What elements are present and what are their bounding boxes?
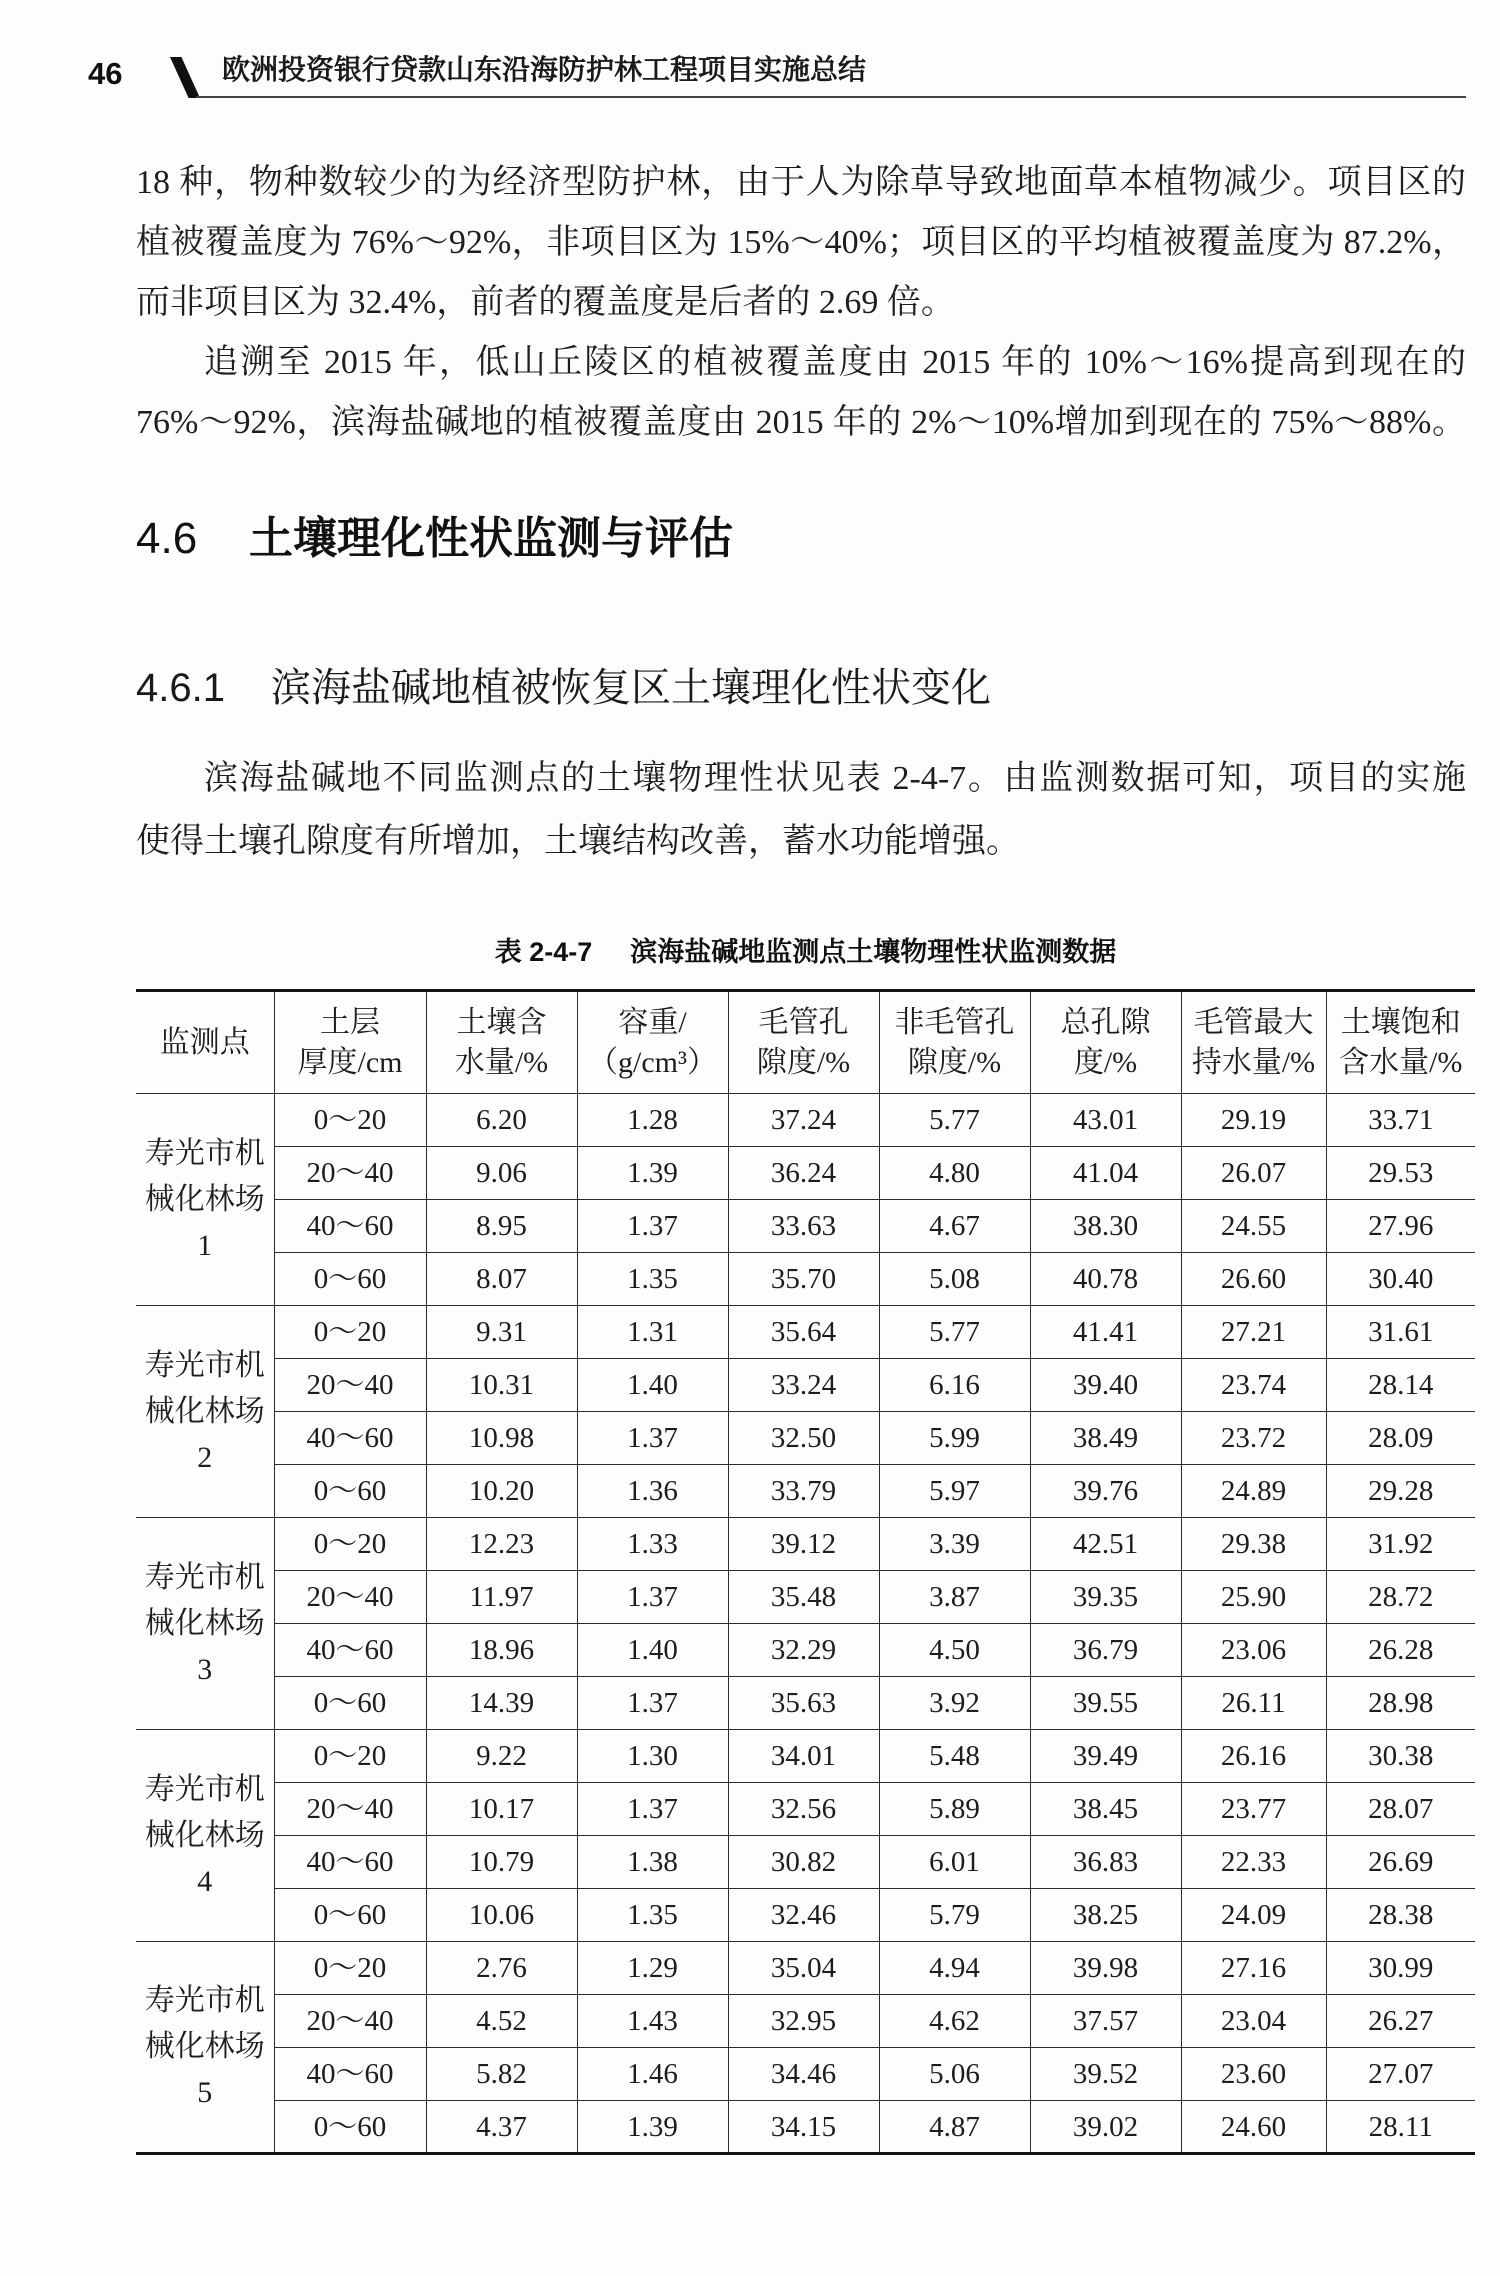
cell-capillary-capacity: 27.21: [1181, 1306, 1326, 1359]
page-number: 46: [88, 56, 123, 91]
cell-capillary-capacity: 23.77: [1181, 1783, 1326, 1836]
table-row: [136, 1147, 1475, 1200]
cell-capillary-capacity: 24.89: [1181, 1465, 1326, 1518]
col-header-text: 土壤含: [456, 1005, 547, 1039]
cell-capillary-porosity: 33.24: [728, 1359, 879, 1412]
site-name: 寿光市机械化林场: [144, 1348, 265, 1428]
cell-capillary-capacity: 29.38: [1181, 1518, 1326, 1571]
cell-depth: 40～60: [274, 2048, 426, 2101]
cell-saturated-moisture: 28.09: [1326, 1412, 1475, 1465]
cell-capillary-capacity: 23.04: [1181, 1995, 1326, 2048]
cell-moisture: 8.07: [426, 1253, 577, 1306]
table-row: [136, 1942, 1475, 1995]
cell-bulk-density: 1.37: [577, 1571, 728, 1624]
col-header-moisture: [426, 991, 577, 1094]
subsection-title: 滨海盐碱地植被恢复区土壤理化性状变化: [271, 666, 991, 710]
cell-moisture: 10.17: [426, 1783, 577, 1836]
cell-capillary-porosity: 30.82: [728, 1836, 879, 1889]
section-number: 4.6: [136, 514, 198, 563]
table-row: [136, 1412, 1475, 1465]
cell-noncapillary-porosity: 6.01: [879, 1836, 1030, 1889]
cell-depth: 0～60: [274, 2101, 426, 2154]
section-heading: [136, 513, 733, 565]
cell-moisture: 5.82: [426, 2048, 577, 2101]
cell-moisture: 10.79: [426, 1836, 577, 1889]
cell-bulk-density: 1.35: [577, 1889, 728, 1942]
col-header-text: 土壤饱和: [1340, 1005, 1461, 1039]
table-header: [136, 991, 1475, 1094]
cell-total-porosity: 41.41: [1030, 1306, 1181, 1359]
cell-capillary-porosity: 32.46: [728, 1889, 879, 1942]
text-line: 而非项目区为 32.4%，前者的覆盖度是后者的 2.69 倍。: [136, 284, 955, 321]
cell-capillary-porosity: 35.63: [728, 1677, 879, 1730]
cell-depth: 0～20: [274, 1518, 426, 1571]
cell-depth: 0～60: [274, 1253, 426, 1306]
cell-capillary-capacity: 23.06: [1181, 1624, 1326, 1677]
col-header-text: 水量/%: [454, 1045, 549, 1079]
cell-capillary-porosity: 35.04: [728, 1942, 879, 1995]
cell-total-porosity: 39.98: [1030, 1942, 1181, 1995]
cell-depth: 0～20: [274, 1306, 426, 1359]
cell-noncapillary-porosity: 4.87: [879, 2101, 1030, 2154]
cell-depth: 0～20: [274, 1942, 426, 1995]
table-row: [136, 1889, 1475, 1942]
cell-bulk-density: 1.46: [577, 2048, 728, 2101]
cell-capillary-capacity: 26.16: [1181, 1730, 1326, 1783]
table-caption-number: 表 2-4-7: [494, 937, 593, 967]
cell-capillary-porosity: 32.50: [728, 1412, 879, 1465]
subsection-heading: [136, 664, 991, 712]
cell-saturated-moisture: 31.61: [1326, 1306, 1475, 1359]
col-header-depth: [274, 991, 426, 1094]
cell-capillary-porosity: 34.01: [728, 1730, 879, 1783]
paragraph-coverage-trend: [136, 333, 1466, 453]
cell-saturated-moisture: 30.40: [1326, 1253, 1475, 1306]
cell-bulk-density: 1.30: [577, 1730, 728, 1783]
cell-bulk-density: 1.37: [577, 1677, 728, 1730]
cell-total-porosity: 39.55: [1030, 1677, 1181, 1730]
header-rule: [196, 96, 1466, 98]
cell-noncapillary-porosity: 3.87: [879, 1571, 1030, 1624]
cell-noncapillary-porosity: 4.67: [879, 1200, 1030, 1253]
cell-bulk-density: 1.28: [577, 1094, 728, 1147]
table-row: [136, 1995, 1475, 2048]
cell-capillary-capacity: 22.33: [1181, 1836, 1326, 1889]
cell-depth: 20～40: [274, 1359, 426, 1412]
site-name: 寿光市机械化林场: [144, 1984, 265, 2063]
cell-moisture: 9.31: [426, 1306, 577, 1359]
table-row: [136, 1571, 1475, 1624]
cell-capillary-porosity: 33.63: [728, 1200, 879, 1253]
cell-depth: 0～20: [274, 1094, 426, 1147]
col-header-text: 土层: [320, 1005, 380, 1039]
cell-moisture: 4.37: [426, 2101, 577, 2154]
col-header-total-porosity: [1030, 991, 1181, 1094]
cell-bulk-density: 1.39: [577, 2101, 728, 2154]
running-title: 欧洲投资银行贷款山东沿海防护林工程项目实施总结: [222, 54, 867, 85]
cell-depth: 0～60: [274, 1889, 426, 1942]
col-header-noncapillary-porosity: [879, 991, 1030, 1094]
col-header-text: 监测点: [159, 1025, 250, 1059]
cell-noncapillary-porosity: 4.62: [879, 1995, 1030, 2048]
col-header-text: 毛管孔: [758, 1005, 849, 1039]
cell-capillary-porosity: 35.64: [728, 1306, 879, 1359]
cell-capillary-porosity: 34.46: [728, 2048, 879, 2101]
site-cell: [136, 1518, 274, 1730]
text-line: 植被覆盖度为 76%～92%，非项目区为 15%～40%；项目区的平均植被覆盖度为 87.2%，: [136, 224, 1466, 261]
table-header-row: [136, 991, 1475, 1094]
cell-noncapillary-porosity: 5.79: [879, 1889, 1030, 1942]
cell-bulk-density: 1.36: [577, 1465, 728, 1518]
site-cell: [136, 1730, 274, 1942]
cell-saturated-moisture: 30.38: [1326, 1730, 1475, 1783]
cell-depth: 20～40: [274, 1783, 426, 1836]
cell-total-porosity: 42.51: [1030, 1518, 1181, 1571]
cell-saturated-moisture: 28.11: [1326, 2101, 1475, 2154]
col-header-text: 非毛管孔: [894, 1005, 1015, 1039]
cell-bulk-density: 1.37: [577, 1783, 728, 1836]
table-row: [136, 1677, 1475, 1730]
site-cell: [136, 1306, 274, 1518]
cell-bulk-density: 1.39: [577, 1147, 728, 1200]
cell-capillary-porosity: 33.79: [728, 1465, 879, 1518]
text-line: 追溯至 2015 年，低山丘陵区的植被覆盖度由 2015 年的 10%～16%提高到现在的: [204, 344, 1466, 381]
col-header-text: 毛管最大: [1193, 1005, 1314, 1039]
cell-total-porosity: 39.40: [1030, 1359, 1181, 1412]
cell-saturated-moisture: 27.07: [1326, 2048, 1475, 2101]
cell-total-porosity: 39.52: [1030, 2048, 1181, 2101]
site-name: 寿光市机械化林场: [144, 1136, 265, 1216]
col-header-text: （g/cm³）: [588, 1045, 717, 1079]
table-row: [136, 1253, 1475, 1306]
cell-total-porosity: 39.76: [1030, 1465, 1181, 1518]
cell-total-porosity: 38.25: [1030, 1889, 1181, 1942]
cell-total-porosity: 41.04: [1030, 1147, 1181, 1200]
cell-moisture: 9.22: [426, 1730, 577, 1783]
cell-capillary-porosity: 34.15: [728, 2101, 879, 2154]
cell-capillary-capacity: 26.07: [1181, 1147, 1326, 1200]
cell-noncapillary-porosity: 4.94: [879, 1942, 1030, 1995]
cell-noncapillary-porosity: 6.16: [879, 1359, 1030, 1412]
col-header-text: 度/%: [1073, 1045, 1138, 1079]
cell-bulk-density: 1.40: [577, 1624, 728, 1677]
cell-saturated-moisture: 27.96: [1326, 1200, 1475, 1253]
cell-depth: 40～60: [274, 1412, 426, 1465]
cell-capillary-porosity: 36.24: [728, 1147, 879, 1200]
text-line: 76%～92%，滨海盐碱地的植被覆盖度由 2015 年的 2%～10%增加到现在的 75%～88%。: [136, 404, 1466, 441]
cell-capillary-capacity: 23.74: [1181, 1359, 1326, 1412]
cell-capillary-capacity: 29.19: [1181, 1094, 1326, 1147]
cell-moisture: 10.20: [426, 1465, 577, 1518]
cell-depth: 20～40: [274, 1147, 426, 1200]
col-header-capillary-porosity: [728, 991, 879, 1094]
col-header-site: [136, 991, 274, 1094]
cell-capillary-capacity: 24.55: [1181, 1200, 1326, 1253]
cell-depth: 0～20: [274, 1730, 426, 1783]
cell-noncapillary-porosity: 5.77: [879, 1094, 1030, 1147]
cell-moisture: 10.06: [426, 1889, 577, 1942]
cell-capillary-capacity: 23.60: [1181, 2048, 1326, 2101]
table-row: [136, 2101, 1475, 2154]
cell-total-porosity: 38.49: [1030, 1412, 1181, 1465]
cell-total-porosity: 43.01: [1030, 1094, 1181, 1147]
table-row: [136, 1730, 1475, 1783]
table-row: [136, 1836, 1475, 1889]
table-row: [136, 1359, 1475, 1412]
paragraph-coverage-comparison: [136, 153, 1466, 333]
cell-capillary-capacity: 23.72: [1181, 1412, 1326, 1465]
cell-saturated-moisture: 28.07: [1326, 1783, 1475, 1836]
site-cell: [136, 1094, 274, 1306]
table-row: [136, 1783, 1475, 1836]
cell-bulk-density: 1.43: [577, 1995, 728, 2048]
cell-total-porosity: 39.49: [1030, 1730, 1181, 1783]
cell-bulk-density: 1.38: [577, 1836, 728, 1889]
cell-saturated-moisture: 31.92: [1326, 1518, 1475, 1571]
cell-noncapillary-porosity: 5.99: [879, 1412, 1030, 1465]
cell-saturated-moisture: 26.69: [1326, 1836, 1475, 1889]
cell-capillary-porosity: 32.56: [728, 1783, 879, 1836]
cell-capillary-capacity: 25.90: [1181, 1571, 1326, 1624]
cell-capillary-capacity: 24.60: [1181, 2101, 1326, 2154]
cell-moisture: 14.39: [426, 1677, 577, 1730]
site-number: 3: [197, 1652, 213, 1686]
cell-capillary-porosity: 39.12: [728, 1518, 879, 1571]
cell-total-porosity: 40.78: [1030, 1253, 1181, 1306]
cell-total-porosity: 39.35: [1030, 1571, 1181, 1624]
cell-total-porosity: 37.57: [1030, 1995, 1181, 2048]
cell-noncapillary-porosity: 5.48: [879, 1730, 1030, 1783]
cell-capillary-porosity: 32.95: [728, 1995, 879, 2048]
cell-depth: 40～60: [274, 1624, 426, 1677]
cell-noncapillary-porosity: 3.92: [879, 1677, 1030, 1730]
site-number: 1: [197, 1228, 213, 1262]
cell-moisture: 18.96: [426, 1624, 577, 1677]
text-line: 使得土壤孔隙度有所增加，土壤结构改善，蓄水功能增强。: [136, 823, 1020, 860]
cell-saturated-moisture: 28.72: [1326, 1571, 1475, 1624]
table-intro-paragraph: [136, 747, 1466, 873]
cell-total-porosity: 38.45: [1030, 1783, 1181, 1836]
table-caption-title: 滨海盐碱地监测点土壤物理性状监测数据: [630, 937, 1117, 967]
table-row: [136, 2048, 1475, 2101]
site-number: 2: [197, 1440, 213, 1474]
table-caption: [136, 934, 1475, 970]
cell-depth: 20～40: [274, 1571, 426, 1624]
cell-total-porosity: 36.83: [1030, 1836, 1181, 1889]
site-number: 5: [197, 2076, 213, 2109]
cell-noncapillary-porosity: 3.39: [879, 1518, 1030, 1571]
cell-capillary-porosity: 37.24: [728, 1094, 879, 1147]
col-header-text: 容重/: [618, 1005, 687, 1039]
soil-properties-table: [136, 989, 1475, 2155]
cell-depth: 0～60: [274, 1677, 426, 1730]
cell-bulk-density: 1.33: [577, 1518, 728, 1571]
cell-moisture: 9.06: [426, 1147, 577, 1200]
text-line: 18 种，物种数较少的为经济型防护林，由于人为除草导致地面草本植物减少。项目区的: [136, 164, 1466, 201]
cell-moisture: 11.97: [426, 1571, 577, 1624]
cell-saturated-moisture: 26.27: [1326, 1995, 1475, 2048]
cell-capillary-porosity: 35.48: [728, 1571, 879, 1624]
cell-total-porosity: 36.79: [1030, 1624, 1181, 1677]
col-header-capillary-capacity: [1181, 991, 1326, 1094]
col-header-bulk-density: [577, 991, 728, 1094]
col-header-saturated-moisture: [1326, 991, 1475, 1094]
cell-capillary-capacity: 26.11: [1181, 1677, 1326, 1730]
cell-bulk-density: 1.40: [577, 1359, 728, 1412]
site-cell: [136, 1942, 274, 2154]
section-title: 土壤理化性状监测与评估: [249, 514, 733, 563]
col-header-text: 总孔隙: [1060, 1005, 1151, 1039]
cell-saturated-moisture: 28.14: [1326, 1359, 1475, 1412]
col-header-text: 含水量/%: [1339, 1045, 1463, 1079]
cell-saturated-moisture: 30.99: [1326, 1942, 1475, 1995]
cell-capillary-porosity: 32.29: [728, 1624, 879, 1677]
table-row: [136, 1518, 1475, 1571]
cell-saturated-moisture: 28.98: [1326, 1677, 1475, 1730]
cell-noncapillary-porosity: 4.50: [879, 1624, 1030, 1677]
col-header-text: 隙度/%: [907, 1045, 1002, 1079]
cell-depth: 20～40: [274, 1995, 426, 2048]
cell-capillary-capacity: 27.16: [1181, 1942, 1326, 1995]
cell-depth: 40～60: [274, 1200, 426, 1253]
cell-noncapillary-porosity: 5.77: [879, 1306, 1030, 1359]
text-line: 滨海盐碱地不同监测点的土壤物理性状见表 2-4-7。由监测数据可知，项目的实施: [204, 760, 1466, 797]
col-header-text: 持水量/%: [1191, 1045, 1316, 1079]
header-slash-ornament: [170, 57, 200, 98]
cell-saturated-moisture: 29.53: [1326, 1147, 1475, 1200]
cell-noncapillary-porosity: 5.89: [879, 1783, 1030, 1836]
cell-capillary-capacity: 24.09: [1181, 1889, 1326, 1942]
cell-moisture: 8.95: [426, 1200, 577, 1253]
cell-moisture: 10.31: [426, 1359, 577, 1412]
cell-depth: 0～60: [274, 1465, 426, 1518]
cell-bulk-density: 1.35: [577, 1253, 728, 1306]
cell-bulk-density: 1.37: [577, 1412, 728, 1465]
cell-saturated-moisture: 26.28: [1326, 1624, 1475, 1677]
cell-saturated-moisture: 28.38: [1326, 1889, 1475, 1942]
site-name: 寿光市机械化林场: [144, 1560, 265, 1640]
cell-total-porosity: 38.30: [1030, 1200, 1181, 1253]
table-row: [136, 1306, 1475, 1359]
table-row: [136, 1200, 1475, 1253]
cell-moisture: 10.98: [426, 1412, 577, 1465]
cell-noncapillary-porosity: 5.97: [879, 1465, 1030, 1518]
cell-capillary-porosity: 35.70: [728, 1253, 879, 1306]
cell-noncapillary-porosity: 5.08: [879, 1253, 1030, 1306]
cell-capillary-capacity: 26.60: [1181, 1253, 1326, 1306]
table-body: [136, 1094, 1475, 2154]
cell-total-porosity: 39.02: [1030, 2101, 1181, 2154]
table-row: [136, 1465, 1475, 1518]
cell-bulk-density: 1.29: [577, 1942, 728, 1995]
cell-saturated-moisture: 33.71: [1326, 1094, 1475, 1147]
col-header-text: 隙度/%: [756, 1045, 851, 1079]
cell-moisture: 4.52: [426, 1995, 577, 2048]
cell-bulk-density: 1.31: [577, 1306, 728, 1359]
cell-moisture: 12.23: [426, 1518, 577, 1571]
intro-text: [136, 153, 1466, 453]
cell-noncapillary-porosity: 5.06: [879, 2048, 1030, 2101]
table-row: [136, 1094, 1475, 1147]
site-name: 寿光市机械化林场: [144, 1772, 265, 1852]
cell-moisture: 6.20: [426, 1094, 577, 1147]
cell-bulk-density: 1.37: [577, 1200, 728, 1253]
cell-moisture: 2.76: [426, 1942, 577, 1995]
site-number: 4: [197, 1864, 213, 1898]
col-header-text: 厚度/cm: [297, 1045, 403, 1079]
cell-noncapillary-porosity: 4.80: [879, 1147, 1030, 1200]
cell-depth: 40～60: [274, 1836, 426, 1889]
table-row: [136, 1624, 1475, 1677]
cell-saturated-moisture: 29.28: [1326, 1465, 1475, 1518]
subsection-number: 4.6.1: [136, 666, 225, 710]
